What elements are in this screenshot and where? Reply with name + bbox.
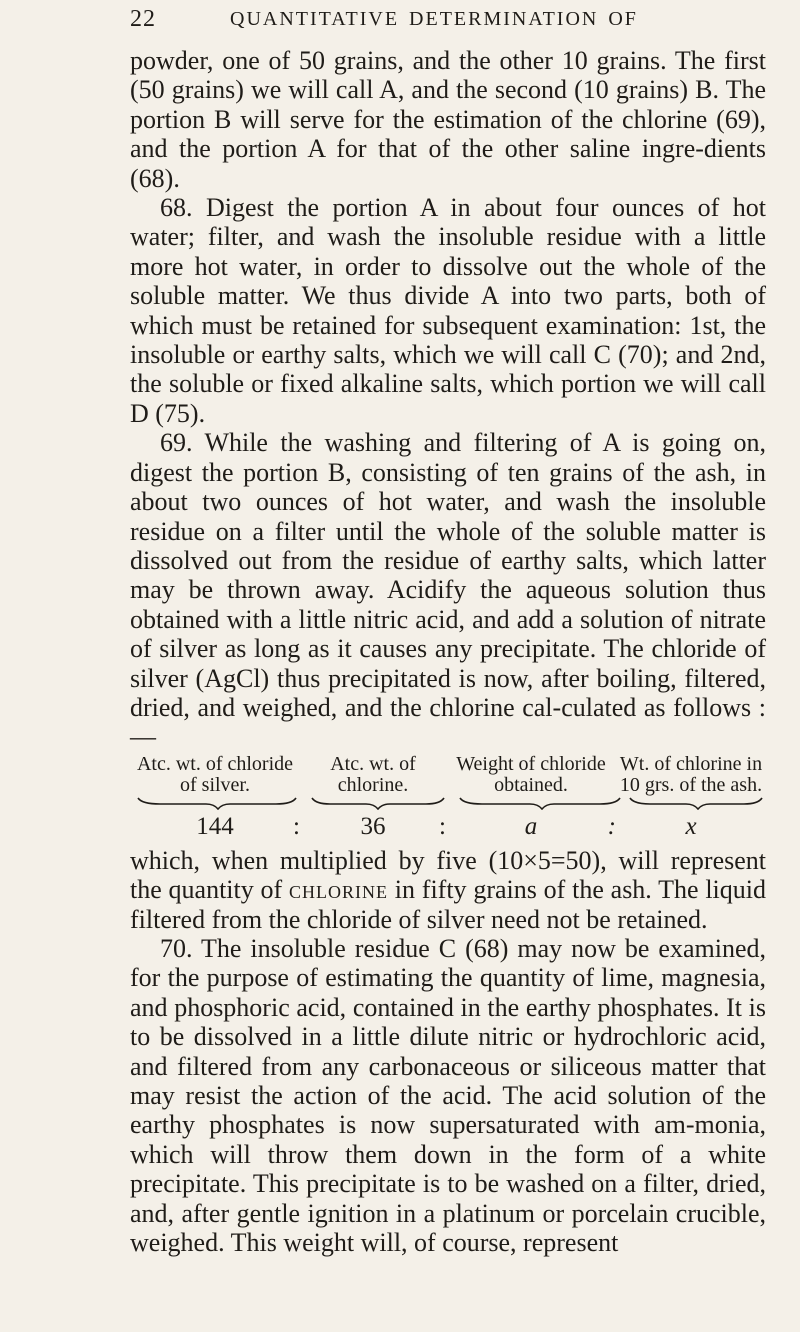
page-number: 22 (130, 6, 156, 32)
paragraph-70: 70. The insoluble residue C (68) may now be examined, for the purpose of estimating the quantity of lime, magnesia, and phosphoric acid, contained in the earthy phosphates. It is to be dissolved in a little dilute nitric or hydrochloric acid, and filtered from any carbonaceous or siliceous matter that may resist the action of the acid. The acid solution of the earthy phosphates is now supersaturated with am-monia, which will throw them down in the form of a white precipitate. This precipitate is to be washed on a filter, dried, and, after gentle ignition in a platinum or porcelain crucible, weighed. This weight will, of course, represent (130, 933, 766, 1258)
underbrace-3 (460, 798, 620, 809)
underbrace-lines (130, 796, 766, 810)
value-chlorine-in-ash: x (685, 812, 697, 840)
paragraph-68: 68. Digest the portion A in about four ounces of hot water; filter, and wash the insoluble residue with a little more hot water, in order to dissolve out the whole of the soluble matter. We thus divide A into two parts, both of which must be retained for subsequent examination: 1st, the insoluble or earthy salts, which we will call C (70); and 2nd, the soluble or fixed alkaline salts, which portion we will call D (75). (130, 193, 766, 428)
underbraces (130, 796, 766, 810)
running-title: QUANTITATIVE DETERMINATION OF (230, 8, 638, 30)
paragraph-69: 69. While the washing and filtering of A is going on, digest the portion B, consisting of ten grains of the ash, in about two ounces of hot water, and wash the insoluble residue on a filter until the whole of the soluble matter is dissolved out from the residue of earthy salts, which latter may be thrown away. Acidify the aqueous solution thus obtained with a little nitric acid, and add a solution of nitrate of silver as long as it causes any precipitate. The chloride of silver (AgCl) thus precipitated is now, after boiling, filtered, dried, and weighed, and the chlorine cal-culated as follows :— (130, 428, 766, 752)
proportion-value-row (130, 810, 766, 842)
header-chlorine-in-ash: Wt. of chlorine in 10 grs. of the ash. (619, 752, 763, 796)
underbrace-1 (138, 798, 296, 809)
page-header (130, 6, 766, 40)
proportion-table (130, 754, 766, 842)
value-silver-chloride: 144 : (130, 812, 300, 842)
underbrace-2 (312, 798, 444, 809)
paragraph-continuation: powder, one of 50 grains, and the other 10 grains. The first (50 grains) we will call A, and the second (10 grains) B. The portion B will serve for the estimation of the chlorine (69), and the portion A for that of the other saline ingre-dients (68). (130, 46, 766, 193)
value-chlorine: 36 : (300, 812, 446, 842)
body-text (130, 46, 766, 1257)
value-chloride-obtained: a : (446, 812, 616, 842)
chlorine-smallcaps: chlorine (289, 875, 388, 905)
header-chloride-obtained: Weight of chloride obtained. (456, 752, 606, 796)
header-chlorine: Atc. wt. of chlorine. (330, 752, 416, 796)
proportion-header-row (130, 754, 766, 796)
underbrace-4 (630, 798, 762, 809)
header-silver-chloride: Atc. wt. of chloride of silver. (136, 752, 294, 796)
paragraph-multiplication: which, when multiplied by five (10×5=50), will represent the quantity of chlorine in fifty grains of the ash. The liquid filtered from the chloride of silver need not be retained. (130, 845, 767, 934)
